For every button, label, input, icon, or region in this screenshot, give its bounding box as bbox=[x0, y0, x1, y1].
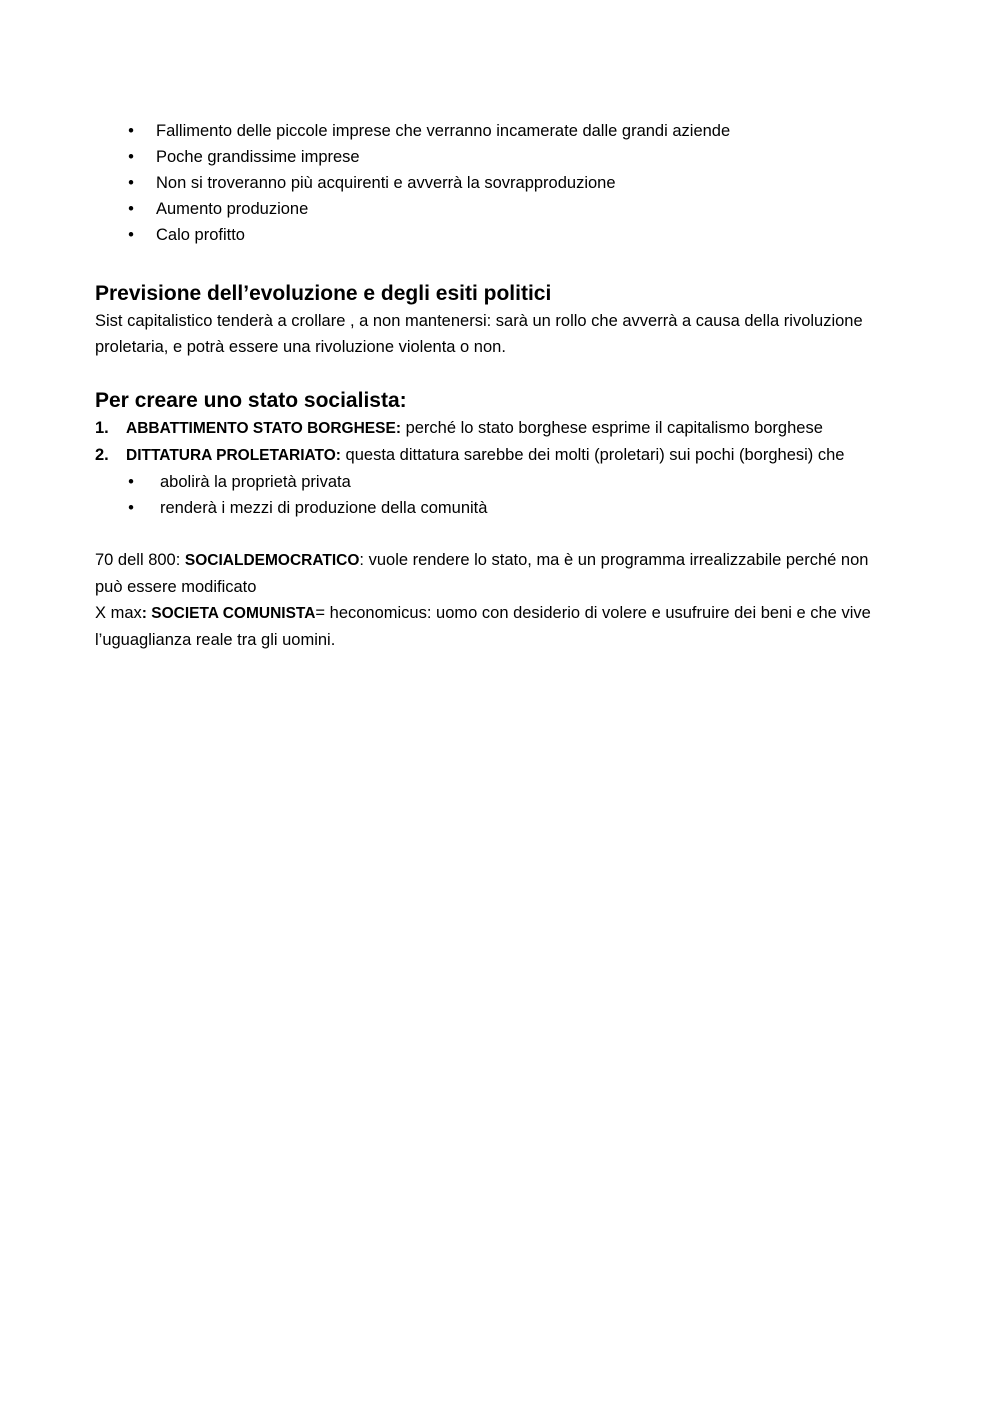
paragraph-term: SOCIALDEMOCRATICO bbox=[184, 552, 360, 569]
bullet-icon: • bbox=[128, 226, 134, 244]
list-item-text: Poche grandissime imprese bbox=[156, 148, 360, 166]
item-number: 1. bbox=[95, 419, 109, 437]
item-term: ABBATTIMENTO STATO BORGHESE: bbox=[126, 420, 401, 437]
section-heading-previsione: Previsione dell’evoluzione e degli esiti politici bbox=[95, 282, 552, 305]
list-item-text: Fallimento delle piccole imprese che verranno incamerate dalle grandi aziende bbox=[156, 122, 731, 140]
item-text: questa dittatura sarebbe dei molti (proletari) sui pochi (borghesi) che bbox=[340, 446, 845, 464]
spacer bbox=[95, 521, 895, 547]
list-item-text: renderà i mezzi di produzione della comunità bbox=[160, 499, 488, 517]
item-number: 2. bbox=[95, 446, 109, 464]
list-item bbox=[95, 469, 895, 495]
list-item bbox=[95, 495, 895, 521]
document-content bbox=[95, 118, 895, 653]
bullet-icon: • bbox=[128, 148, 134, 166]
paragraph-term: : SOCIETA COMUNISTA bbox=[141, 605, 316, 622]
sub-bullet-list bbox=[95, 469, 895, 521]
bullet-icon: • bbox=[128, 499, 134, 517]
paragraph-text: : vuole rendere lo stato, ma è un programma irrealizzabile perché non può essere modificato bbox=[95, 551, 869, 596]
numbered-list bbox=[95, 415, 895, 469]
numbered-item bbox=[95, 415, 895, 442]
item-text: perché lo stato borghese esprime il capitalismo borghese bbox=[400, 419, 823, 437]
bullet-icon: • bbox=[128, 122, 134, 140]
list-item bbox=[95, 144, 895, 170]
numbered-item bbox=[95, 442, 895, 469]
paragraph-lead: X max bbox=[95, 604, 142, 622]
paragraph-text: = heconomicus: uomo con desiderio di volere e usufruire dei beni e che vive l’uguaglianza reale tra gli uomini. bbox=[95, 604, 871, 649]
list-item-text: Aumento produzione bbox=[156, 200, 309, 218]
item-term: DITTATURA PROLETARIATO: bbox=[126, 447, 341, 464]
intro-bullet-list bbox=[95, 118, 895, 248]
list-item-text: Non si troveranno più acquirenti e avverrà la sovrapproduzione bbox=[156, 174, 616, 192]
list-item bbox=[95, 196, 895, 222]
list-item bbox=[95, 222, 895, 248]
section-heading-stato-socialista: Per creare uno stato socialista: bbox=[95, 389, 407, 412]
section-body-previsione: Sist capitalistico tenderà a crollare , a non mantenersi: sarà un rollo che avverrà a causa della rivoluzione proletaria, e potrà essere una rivoluzione violenta o non. bbox=[95, 312, 863, 356]
list-item bbox=[95, 118, 895, 144]
list-item-text: Calo profitto bbox=[156, 226, 245, 244]
paragraph-socialdemocratico bbox=[95, 547, 895, 600]
paragraph-societa-comunista bbox=[95, 600, 895, 653]
bullet-icon: • bbox=[128, 174, 134, 192]
list-item bbox=[95, 170, 895, 196]
paragraph-lead: 70 dell 800: bbox=[95, 551, 185, 569]
bullet-icon: • bbox=[128, 473, 134, 491]
list-item-text: abolirà la proprietà privata bbox=[160, 473, 351, 491]
bullet-icon: • bbox=[128, 200, 134, 218]
